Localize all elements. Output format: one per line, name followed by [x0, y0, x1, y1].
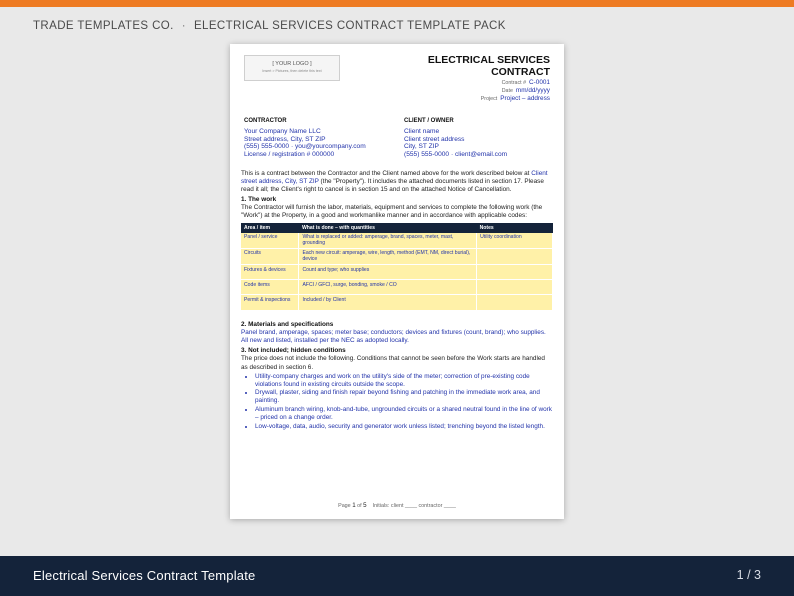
work-table — [241, 223, 553, 311]
client-city: City, ST ZIP — [404, 143, 439, 151]
intro-part-1: This is a contract between the Contractor and the Client named above for the work described below at — [241, 170, 532, 177]
section-2-heading: 2. Materials and specifications — [241, 321, 334, 329]
pack-header — [33, 20, 506, 32]
title-line-1: ELECTRICAL SERVICES — [427, 54, 550, 66]
table-row — [241, 265, 553, 280]
contract-meta — [400, 79, 550, 103]
table-cell[interactable]: Utility coordination — [477, 233, 553, 249]
table-cell[interactable] — [477, 295, 553, 311]
section-3-text: The price does not include the following. Conditions that cannot be seen before the Work starts are handled as described in section 6. — [241, 355, 545, 371]
page-word: Page — [338, 503, 351, 509]
project-label: Project — [480, 96, 498, 102]
contractor-name: Your Company Name LLC — [244, 127, 321, 135]
exclusions-list — [255, 373, 553, 431]
document-title — [380, 55, 550, 78]
table-row — [241, 233, 553, 249]
brand-name: TRADE TEMPLATES CO. — [33, 20, 174, 32]
page-footer — [230, 502, 564, 509]
table-cell[interactable]: Each new circuit: amperage, wire, length, method (EMT, NM, direct burial), device — [299, 248, 477, 264]
work-table-header: Area / item — [241, 223, 299, 233]
client-block — [404, 118, 554, 159]
table-cell[interactable]: Panel / service — [241, 233, 299, 249]
work-table-header: What is done – with quantities — [299, 223, 477, 233]
work-table-header: Notes — [477, 223, 553, 233]
table-row — [241, 248, 553, 264]
table-row — [241, 295, 553, 311]
title-line-2: CONTRACT — [491, 65, 550, 78]
contractor-address: Street address, City, ST ZIP — [244, 135, 326, 143]
contractor-heading: CONTRACTOR — [244, 118, 287, 124]
table-cell[interactable]: Permit & inspections — [241, 295, 299, 311]
logo-placeholder-text: [ YOUR LOGO ] — [272, 61, 312, 67]
intro-address: Client street address, City, ST ZIP — [241, 170, 548, 186]
date-value: mm/dd/yyyy — [515, 87, 550, 94]
client-dot: · — [450, 151, 454, 159]
logo-placeholder — [244, 55, 340, 81]
contractor-phone: (555) 555-0000 — [244, 143, 290, 151]
table-cell[interactable]: Circuits — [241, 248, 299, 264]
list-item: • Utility-company charges and work on the utility's side of the meter; correction of pre-existing code violations found in existing circuits outside the scope. — [255, 373, 553, 389]
client-name: Client name — [404, 127, 440, 135]
bottom-bar — [0, 556, 794, 596]
accent-bar — [0, 0, 794, 7]
section-3-heading: 3. Not included; hidden conditions — [241, 347, 346, 355]
section-1-heading: 1. The work — [241, 196, 277, 204]
table-row — [241, 280, 553, 295]
work-table-header-row — [241, 223, 553, 233]
date-label: Date — [501, 88, 513, 94]
table-cell[interactable]: Fixtures & devices — [241, 265, 299, 280]
project-value: Project – address — [500, 95, 550, 102]
table-cell[interactable] — [477, 265, 553, 280]
pack-name: ELECTRICAL SERVICES CONTRACT TEMPLATE PACK — [193, 20, 506, 32]
of-word: of — [357, 503, 362, 509]
page-number: 1 — [352, 502, 356, 509]
table-cell[interactable]: Code items — [241, 280, 299, 295]
table-cell[interactable]: AFCI / GFCI, surge, bonding, smoke / CO — [299, 280, 477, 295]
client-email: client@email.com — [454, 151, 508, 159]
contractor-license: License / registration # 000000 — [244, 151, 335, 159]
logo-hint: Insert > Pictures, then delete this text — [262, 69, 322, 73]
header-separator: · — [181, 20, 186, 32]
contractor-block — [244, 118, 394, 159]
footer-title: Electrical Services Contract Template — [33, 568, 256, 583]
table-cell[interactable]: Count and type; who supplies — [299, 265, 477, 280]
list-item: • Low-voltage, data, audio, security and generator work unless listed; trenching beyond the listed length. — [255, 423, 553, 431]
client-phone: (555) 555-0000 — [404, 151, 450, 159]
list-item: • Aluminum branch wiring, knob-and-tube, ungrounded circuits or a shared neutral found in the line of work – priced on a change order. — [255, 406, 553, 422]
contractor-email: you@yourcompany.com — [294, 143, 366, 151]
spacer — [241, 311, 553, 319]
list-item: • Drywall, plaster, siding and finish repair beyond fishing and patching in the immediate work area, and painting. — [255, 389, 553, 405]
initials-line: Initials: client ____ contractor ____ — [372, 503, 456, 509]
table-cell[interactable]: Included / by Client — [299, 295, 477, 311]
section-2-text: Panel brand, amperage, spaces; meter base; conductors; devices and fixtures (count, brand); who supplies. All new and listed, installed per the NEC as adopted locally. — [241, 329, 546, 345]
contract-number-label: Contract # — [501, 80, 527, 86]
intro-part-2: (the "Property"). It includes the attached documents listed in section 17. Please read it all; the Client's right to cancel is in section 15 and on the attached Notice of Cancellation. — [241, 178, 544, 194]
client-heading: CLIENT / OWNER — [404, 118, 454, 124]
slide-counter: 1 / 3 — [736, 568, 761, 582]
section-1-text: The Contractor will furnish the labor, materials, equipment and services to complete the following work (the "Work") at the Property, in a good and workmanlike manner and in accordance with applicable codes: — [241, 204, 543, 220]
table-cell[interactable]: What is replaced or added: amperage, brand, spaces, meter, mast, grounding — [299, 233, 477, 249]
intro-paragraph — [241, 170, 553, 194]
table-cell[interactable] — [477, 248, 553, 264]
document-page — [230, 44, 564, 519]
contract-body — [241, 170, 553, 431]
page-total: 5 — [363, 502, 367, 509]
contract-number-value: C-0001 — [529, 79, 550, 86]
contractor-dot: · — [290, 143, 294, 151]
table-cell[interactable] — [477, 280, 553, 295]
client-address: Client street address — [404, 135, 465, 143]
